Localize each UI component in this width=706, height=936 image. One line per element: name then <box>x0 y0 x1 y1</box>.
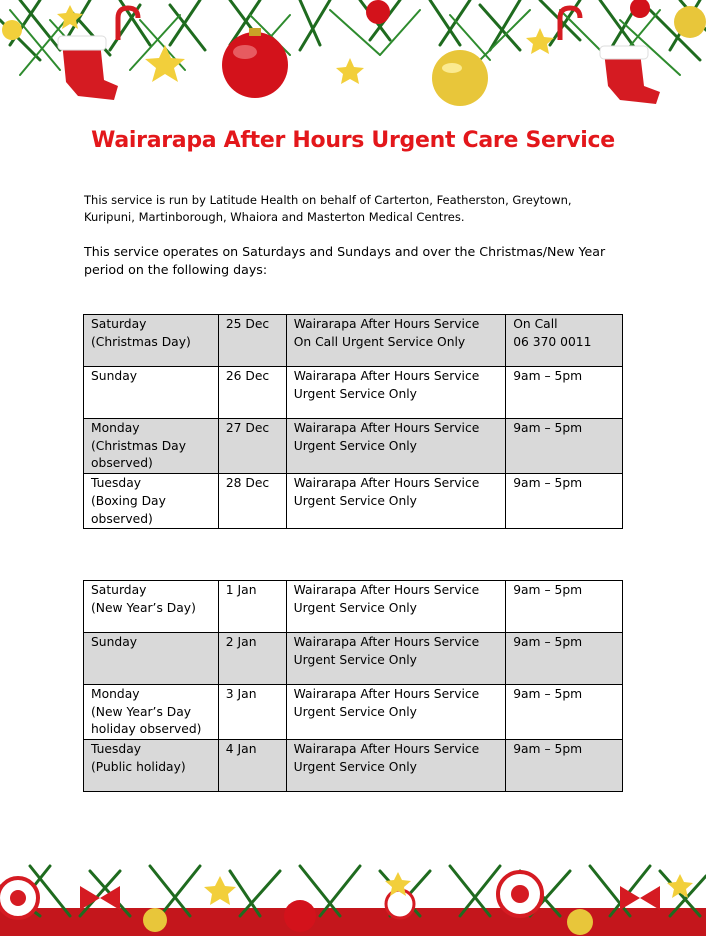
schedule-day-text: Saturday <box>91 317 147 331</box>
schedule-service-text: Urgent Service Only <box>293 600 417 615</box>
schedule-service-text: Urgent Service Only <box>293 759 417 774</box>
schedule-hours-text: 9am – 5pm <box>513 742 583 757</box>
christmas-schedule-table <box>83 314 623 529</box>
schedule-day-text: (New Year’s Day <box>91 704 192 719</box>
schedule-cell-service <box>286 419 506 474</box>
schedule-day-text: observed) <box>91 511 153 526</box>
schedule-cell-day <box>84 367 219 419</box>
schedule-row <box>84 367 623 419</box>
schedule-cell-day <box>84 315 219 367</box>
schedule-cell-day <box>84 633 219 685</box>
christmas-garland-footer <box>0 846 706 936</box>
schedule-day-text: Saturday <box>91 583 147 597</box>
schedule-service-text: Wairarapa After Hours Service <box>293 635 480 649</box>
schedule-hours-text: 9am – 5pm <box>513 583 583 597</box>
schedule-day-text: Tuesday <box>91 476 142 491</box>
schedule-date-text: 4 Jan <box>225 742 257 757</box>
schedule-hours-text: 06 370 0011 <box>513 334 592 349</box>
schedule-row <box>84 740 623 792</box>
schedule-service-text: Wairarapa After Hours Service <box>293 476 480 491</box>
schedule-cell-date <box>218 633 286 685</box>
schedule-cell-hours <box>506 633 623 685</box>
schedule-cell-hours <box>506 419 623 474</box>
schedule-cell-hours <box>506 474 623 529</box>
schedule-cell-service <box>286 581 506 633</box>
schedule-hours-text: 9am – 5pm <box>513 369 583 383</box>
schedule-hours-text: 9am – 5pm <box>513 476 583 491</box>
schedule-hours-text: On Call <box>513 317 558 331</box>
schedule-day-text: (Christmas Day) <box>91 334 191 349</box>
schedule-day-text: (Boxing Day <box>91 493 166 508</box>
schedule-row <box>84 315 623 367</box>
schedule-service-text: Wairarapa After Hours Service <box>293 742 480 757</box>
intro-paragraph-schedule: This service operates on Saturdays and Sundays and over the Christmas/New Year period on the following days: <box>84 244 606 277</box>
schedule-service-text: Wairarapa After Hours Service <box>293 583 480 597</box>
schedule-row <box>84 633 623 685</box>
schedule-cell-date <box>218 581 286 633</box>
schedule-service-text: Urgent Service Only <box>293 493 417 508</box>
schedule-service-text: Urgent Service Only <box>293 386 417 401</box>
schedule-cell-service <box>286 474 506 529</box>
schedule-date-text: 25 Dec <box>225 317 270 331</box>
schedule-day-text: (New Year’s Day) <box>91 600 196 615</box>
schedule-cell-service <box>286 367 506 419</box>
schedule-hours-text: 9am – 5pm <box>513 421 583 435</box>
schedule-hours-text: 9am – 5pm <box>513 635 583 649</box>
schedule-day-text: observed) <box>91 456 153 471</box>
schedule-day-text: Sunday <box>91 369 138 383</box>
schedule-date-text: 3 Jan <box>225 687 257 701</box>
christmas-garland-header <box>0 0 706 112</box>
schedule-cell-day <box>84 581 219 633</box>
new-year-schedule-table <box>83 580 623 792</box>
intro-paragraph-provider: This service is run by Latitude Health on behalf of Carterton, Featherston, Greytown, Kuripuni, Martinborough, Whaiora and Masterton Medical Centres. <box>84 193 572 224</box>
schedule-day-text: holiday observed) <box>91 722 202 737</box>
schedule-service-text: Wairarapa After Hours Service <box>293 687 480 701</box>
schedule-service-text: Wairarapa After Hours Service <box>293 421 480 435</box>
schedule-cell-hours <box>506 581 623 633</box>
schedule-cell-service <box>286 685 506 740</box>
schedule-cell-date <box>218 740 286 792</box>
schedule-day-text: Monday <box>91 421 140 435</box>
schedule-cell-hours <box>506 740 623 792</box>
schedule-cell-service <box>286 633 506 685</box>
schedule-cell-service <box>286 315 506 367</box>
schedule-row <box>84 419 623 474</box>
schedule-service-text: Urgent Service Only <box>293 438 417 453</box>
schedule-cell-service <box>286 740 506 792</box>
schedule-row <box>84 685 623 740</box>
schedule-row <box>84 581 623 633</box>
schedule-date-text: 27 Dec <box>225 421 270 435</box>
schedule-cell-day <box>84 740 219 792</box>
schedule-cell-date <box>218 474 286 529</box>
schedule-service-text: Wairarapa After Hours Service <box>293 369 480 383</box>
schedule-cell-date <box>218 419 286 474</box>
schedule-service-text: On Call Urgent Service Only <box>293 334 466 349</box>
schedule-cell-date <box>218 685 286 740</box>
schedule-cell-hours <box>506 367 623 419</box>
schedule-day-text: (Christmas Day <box>91 438 186 453</box>
schedule-cell-date <box>218 367 286 419</box>
schedule-service-text: Urgent Service Only <box>293 704 417 719</box>
schedule-cell-hours <box>506 685 623 740</box>
schedule-date-text: 1 Jan <box>225 583 257 597</box>
schedule-day-text: (Public holiday) <box>91 759 186 774</box>
schedule-date-text: 28 Dec <box>225 476 270 491</box>
schedule-cell-day <box>84 685 219 740</box>
schedule-cell-hours <box>506 315 623 367</box>
schedule-date-text: 2 Jan <box>225 635 257 649</box>
schedule-cell-date <box>218 315 286 367</box>
schedule-day-text: Monday <box>91 687 140 701</box>
schedule-day-text: Tuesday <box>91 742 142 757</box>
schedule-hours-text: 9am – 5pm <box>513 687 583 701</box>
schedule-service-text: Urgent Service Only <box>293 652 417 667</box>
schedule-service-text: Wairarapa After Hours Service <box>293 317 480 331</box>
schedule-row <box>84 474 623 529</box>
page-title: Wairarapa After Hours Urgent Care Service <box>91 128 615 153</box>
schedule-cell-day <box>84 419 219 474</box>
schedule-cell-day <box>84 474 219 529</box>
schedule-date-text: 26 Dec <box>225 369 270 383</box>
schedule-day-text: Sunday <box>91 635 138 649</box>
